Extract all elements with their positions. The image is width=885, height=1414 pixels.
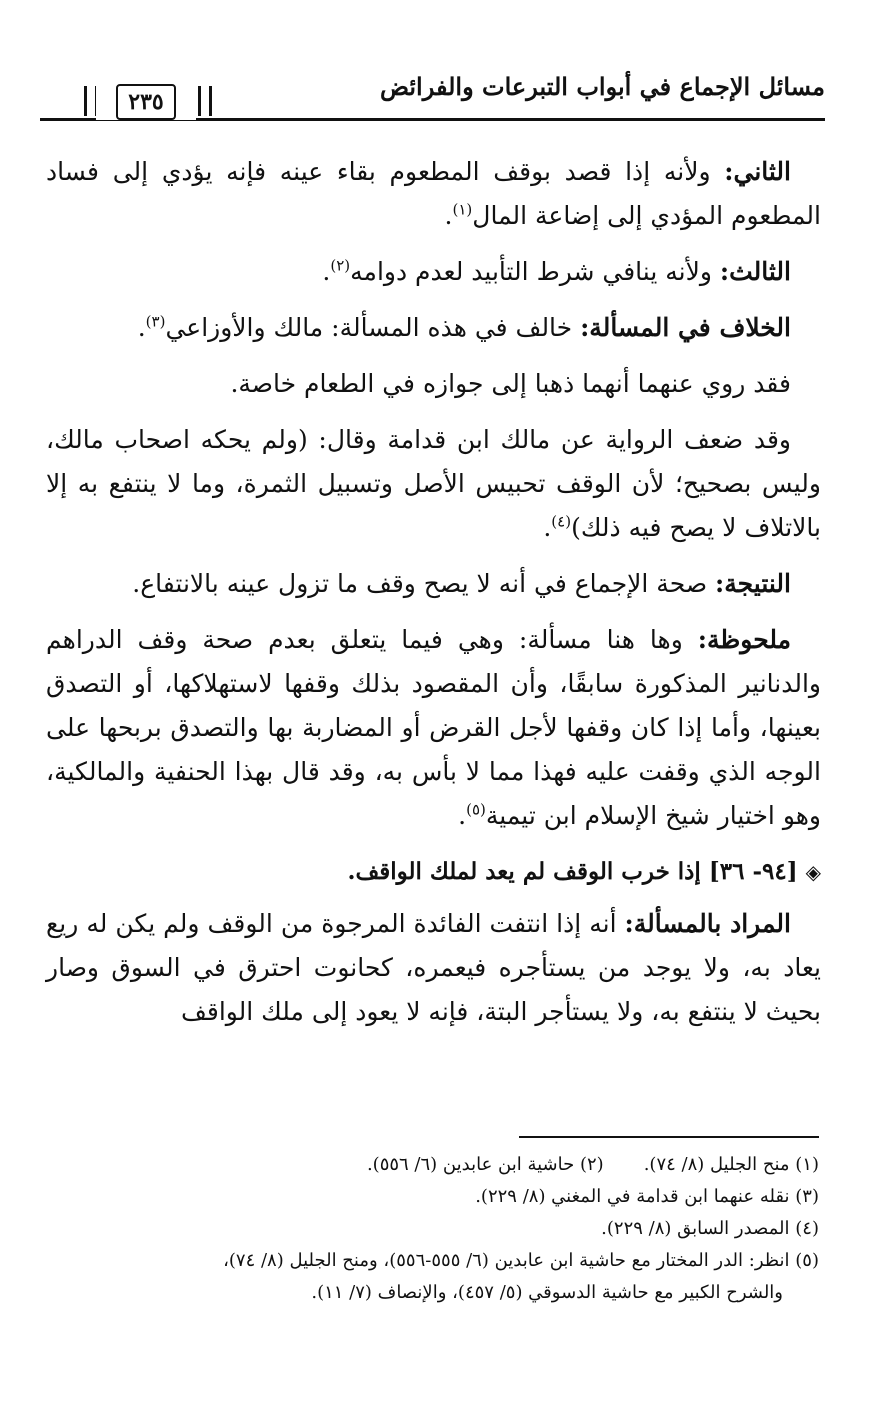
- footnote-ref[interactable]: (٢): [330, 256, 351, 275]
- paragraph-third-reason: [46, 250, 821, 294]
- diamond-icon: ◈: [805, 860, 821, 884]
- main-text: [46, 150, 821, 1046]
- footnote-1: (١) منح الجليل (٨/ ٧٤).: [643, 1154, 819, 1175]
- running-title: مسائل الإجماع في أبواب التبرعات والفرائض: [379, 72, 825, 101]
- paragraph-disagreement: [46, 306, 821, 350]
- punctuation: .: [322, 257, 331, 286]
- section-heading: [46, 850, 821, 894]
- ornament-icon: [198, 86, 212, 116]
- paragraph-ibn-qudama: [46, 418, 821, 550]
- footnote-separator: [519, 1136, 819, 1138]
- paragraph-text: صحة الإجماع في أنه لا يصح وقف ما تزول عينه بالانتفاع.: [132, 569, 716, 598]
- punctuation: .: [458, 801, 467, 830]
- section-heading-text: [٩٤- ٣٦] إذا خرب الوقف لم يعد لملك الواقف.: [347, 858, 798, 885]
- punctuation: .: [543, 513, 552, 542]
- paragraph-narration: [46, 362, 821, 406]
- footnote-row: [46, 1150, 819, 1182]
- paragraph-label: الثالث:: [719, 257, 791, 286]
- paragraph-text: ولأنه ينافي شرط التأبيد لعدم دوامه: [350, 257, 720, 286]
- page-number-box: [96, 84, 196, 120]
- paragraph-text: وقد ضعف الرواية عن مالك ابن قدامة وقال: (ولم يحكه اصحاب مالك، وليس بصحيح؛ لأن الوقف تحبيس الأصل وتسبيل الثمرة، وما لا ينتفع به إلا بالاتلاف لا يصح فيه ذلك): [46, 425, 821, 542]
- footnote-5-continued: والشرح الكبير مع حاشية الدسوقي (٥/ ٤٥٧)، والإنصاف (٧/ ١١).: [311, 1282, 783, 1303]
- paragraph-label: المراد بالمسألة:: [624, 909, 791, 938]
- footnote-5: (٥) انظر: الدر المختار مع حاشية ابن عابدين (٦/ ٥٥٥-٥٥٦)، ومنح الجليل (٨/ ٧٤)،: [223, 1250, 819, 1271]
- page-number: ٢٣٥: [116, 84, 175, 120]
- footnote-2: (٢) حاشية ابن عابدين (٦/ ٥٥٦).: [366, 1154, 604, 1175]
- footnote-ref[interactable]: (٥): [466, 800, 486, 819]
- footnotes: [46, 1150, 819, 1310]
- paragraph-result: [46, 562, 821, 606]
- footnote-3: (٣) نقله عنهما ابن قدامة في المغني (٨/ ٢٢٩).: [475, 1186, 819, 1207]
- footnote-4: (٤) المصدر السابق (٨/ ٢٢٩).: [601, 1218, 819, 1239]
- paragraph-text: فقد روي عنهما أنهما ذهبا إلى جوازه في الطعام خاصة.: [230, 369, 791, 398]
- paragraph-label: الخلاف في المسألة:: [580, 313, 791, 342]
- paragraph-second-reason: [46, 150, 821, 238]
- paragraph-label: الثاني:: [724, 157, 791, 186]
- paragraph-text: أنه إذا انتفت الفائدة المرجوة من الوقف ولم يكن له ريع يعاد به، ولا يوجد من يستأجره فيعمره، كحانوت احترق في السوق وصار بحيث لا ينتفع به، ولا يستأجر البتة، فإنه لا يعود إلى ملك الواقف: [46, 909, 821, 1026]
- footnote-ref[interactable]: (٣): [145, 312, 166, 331]
- page-header: [40, 64, 825, 134]
- paragraph-note: [46, 618, 821, 838]
- footnote-ref[interactable]: (٤): [551, 512, 572, 531]
- punctuation: .: [444, 201, 453, 230]
- paragraph-label: النتيجة:: [715, 569, 791, 598]
- paragraph-text: وها هنا مسألة: وهي فيما يتعلق بعدم صحة وقف الدراهم والدنانير المذكورة سابقًا، وأن المقصود بذلك وقفها لاستهلاكها، أو التصدق بعينها، وأما إذا كان وقفها لأجل القرض أو المضاربة بها والتصدق بربحها على الوجه الذي وقفت عليه فهذا مما لا بأس به، وقد قال بهذا الحنفية والمالكية، وهو اختيار شيخ الإسلام ابن تيمية: [46, 625, 821, 830]
- footnote-ref[interactable]: (١): [452, 200, 473, 219]
- paragraph-meaning: [46, 902, 821, 1034]
- paragraph-text: خالف في هذه المسألة: مالك والأوزاعي: [165, 313, 581, 342]
- paragraph-text: ولأنه إذا قصد بوقف المطعوم بقاء عينه فإنه يؤدي إلى فساد المطعوم المؤدي إلى إضاعة المال: [46, 157, 821, 230]
- paragraph-label: ملحوظة:: [697, 625, 791, 654]
- punctuation: .: [137, 313, 146, 342]
